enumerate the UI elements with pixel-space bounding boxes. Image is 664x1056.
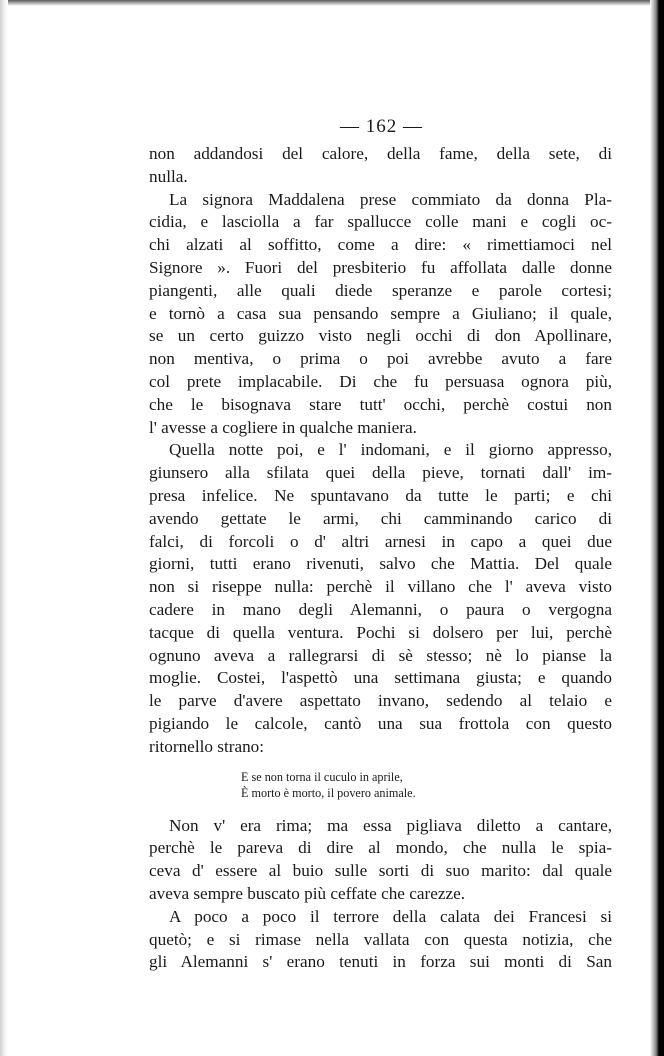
page-number: — 162 — bbox=[340, 116, 423, 137]
text-line: cadere in mano degli Alemanni, o paura o vergogna bbox=[149, 599, 612, 619]
text-line: falci, di forcoli o d' altri arnesi in capo a quei due bbox=[149, 531, 612, 551]
verse-line: E se non torna il cuculo in aprile, bbox=[241, 769, 403, 784]
text-line: Quella notte poi, e l' indomani, e il giorno appresso, bbox=[169, 440, 612, 460]
text-line: La signora Maddalena prese commiato da donna Pla- bbox=[169, 189, 612, 209]
text-line: ceva d' essere al buio sulle sorti di suo marito: dal quale bbox=[149, 861, 612, 881]
text-line: nulla. bbox=[149, 166, 188, 186]
prose-before-verse bbox=[149, 143, 612, 759]
text-line: Non v' era rima; ma essa pigliava diletto a cantare, bbox=[169, 815, 612, 835]
text-line: avendo gettate le armi, chi camminando carico di bbox=[149, 508, 612, 528]
text-line: non mentiva, o prima o poi avrebbe avuto a fare bbox=[149, 349, 612, 369]
text-line: giorni, tutti erano rivenuti, salvo che Mattia. Del quale bbox=[149, 554, 612, 574]
scan-right-edge bbox=[650, 0, 664, 1056]
text-line: presa infelice. Ne spuntavano da tutte le parti; e chi bbox=[149, 485, 612, 505]
text-line: l' avesse a cogliere in qualche maniera. bbox=[149, 417, 417, 437]
text-line: ritornello strano: bbox=[149, 736, 265, 756]
text-line: cidia, e lasciolla a far spallucce colle mani e cogli oc- bbox=[149, 212, 612, 232]
text-line: gli Alemanni s' erano tenuti in forza sui monti di San bbox=[149, 952, 612, 972]
text-line: A poco a poco il terrore della calata dei Francesi si bbox=[169, 906, 612, 926]
page-body bbox=[149, 143, 612, 974]
text-line: col prete implacabile. Di che fu persuasa ognora più, bbox=[149, 371, 612, 391]
text-line: e tornò a casa sua pensando sempre a Giuliano; il quale, bbox=[149, 303, 612, 323]
text-line: chi alzati al soffitto, come a dire: « rimettiamoci nel bbox=[149, 235, 612, 255]
text-line: le parve d'avere aspettato invano, sedendo al telaio e bbox=[149, 691, 612, 711]
text-line: tacque di quella ventura. Pochi si dolsero per lui, perchè bbox=[149, 622, 612, 642]
text-line: aveva sempre buscato più ceffate che carezze. bbox=[149, 883, 466, 903]
verse-block bbox=[149, 769, 612, 801]
text-line: piangenti, alle quali diede speranze e parole cortesi; bbox=[149, 280, 612, 300]
text-line: ognuno aveva a rallegrarsi di sè stesso; nè lo pianse la bbox=[149, 645, 612, 665]
text-line: non si riseppe nulla: perchè il villano che l' aveva visto bbox=[149, 577, 612, 597]
text-line: Signore ». Fuori del presbiterio fu affollata dalle donne bbox=[149, 257, 612, 277]
text-line: quetò; e si rimase nella vallata con questa notizia, che bbox=[149, 929, 612, 949]
text-line: che le bisognava stare tutt' occhi, perchè costui non bbox=[149, 394, 612, 414]
text-line: pigiando le calcole, cantò una sua frottola con questo bbox=[149, 713, 612, 733]
verse-line: È morto è morto, il povero animale. bbox=[241, 785, 416, 800]
scan-left-edge bbox=[0, 0, 8, 1056]
text-line: moglie. Costei, l'aspettò una settimana giusta; e quando bbox=[149, 668, 612, 688]
text-line: se un certo guizzo visto negli occhi di don Apollinare, bbox=[149, 326, 612, 346]
text-line: perchè le pareva di dire al mondo, che nulla le spia- bbox=[149, 838, 612, 858]
prose-after-verse bbox=[149, 815, 612, 975]
scan-top-edge bbox=[0, 0, 664, 6]
text-line: non addandosi del calore, della fame, della sete, di bbox=[149, 144, 612, 163]
text-line: giunsero alla sfilata quei della pieve, tornati dall' im- bbox=[149, 463, 612, 483]
